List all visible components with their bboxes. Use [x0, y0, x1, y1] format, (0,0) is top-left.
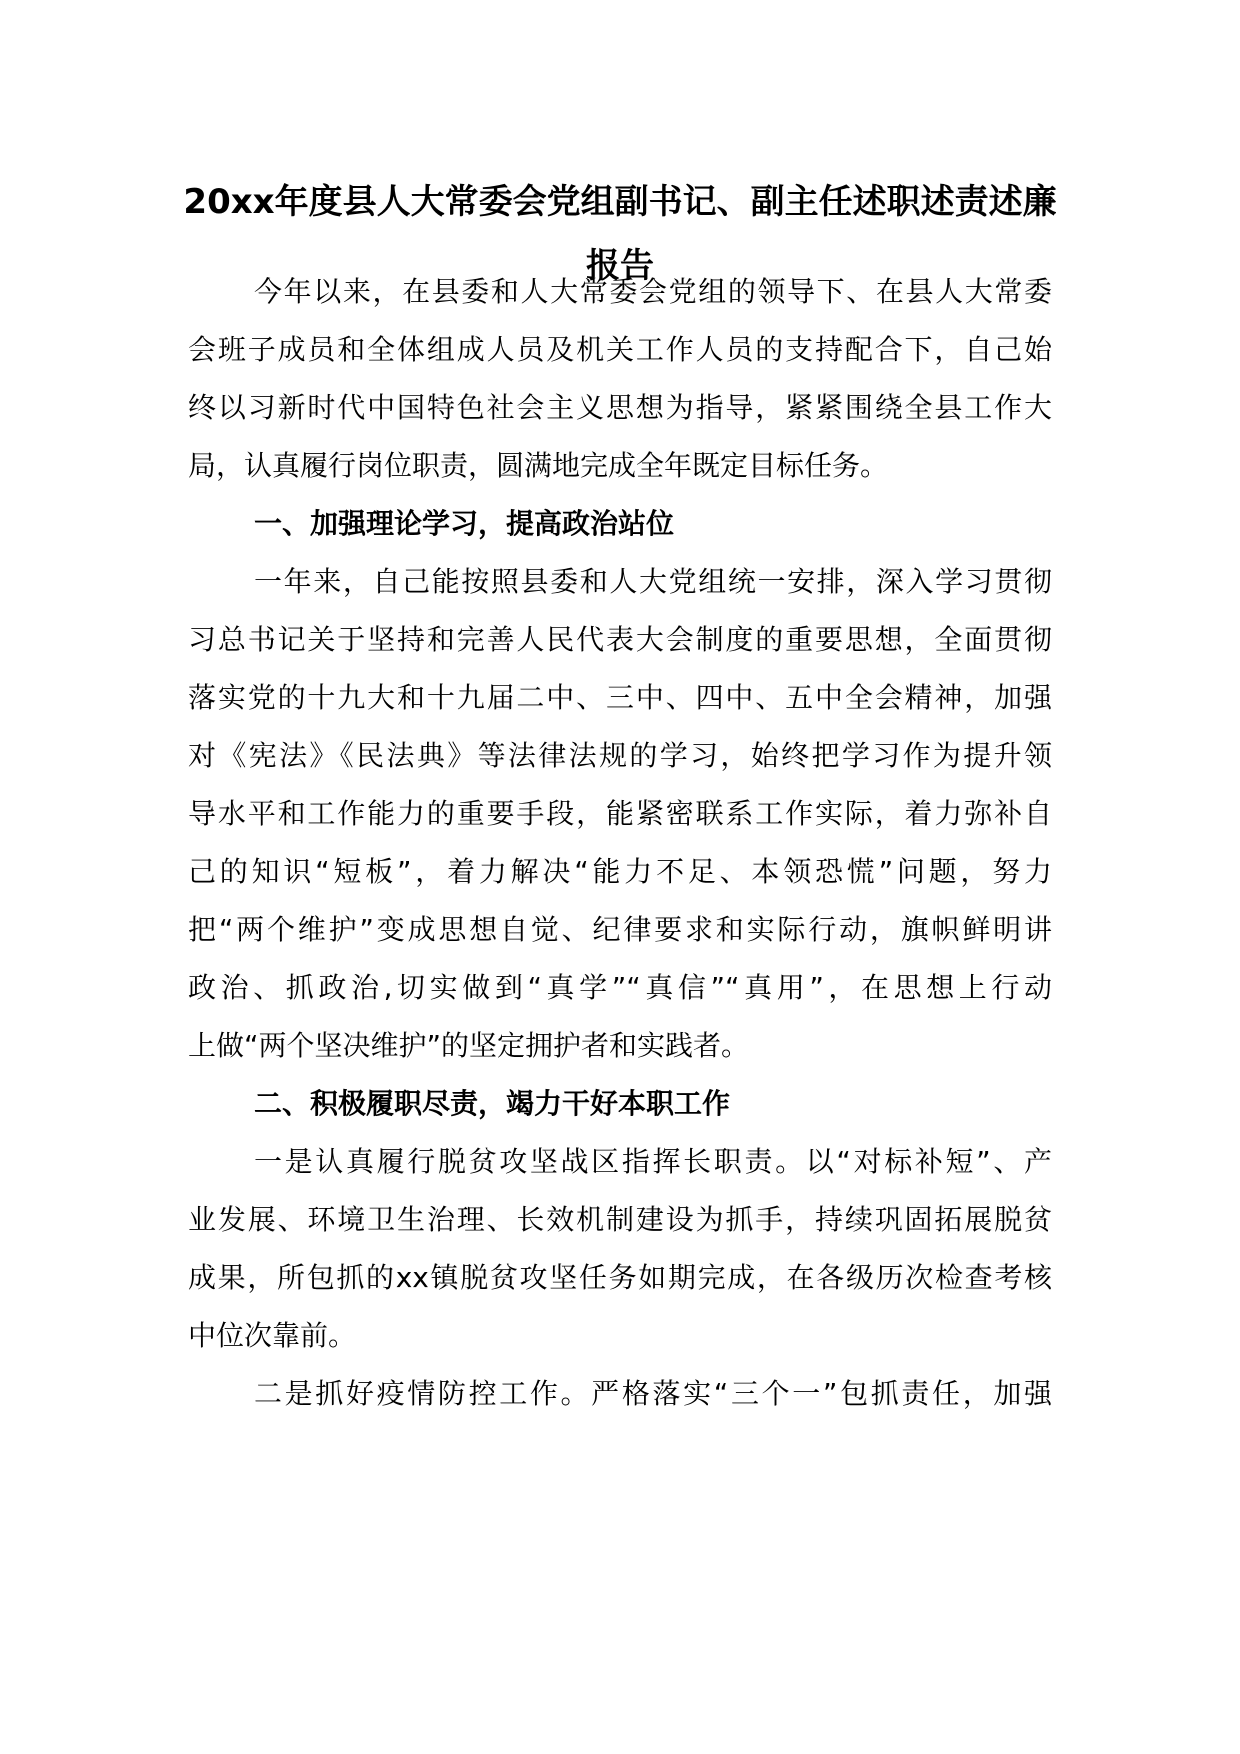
paragraph-line: 把“两个维护”变成思想自觉、纪律要求和实际行动，旗帜鲜明讲	[188, 913, 1052, 946]
document-title: 20xx年度县人大常委会党组副书记、副主任述职述责述廉报告	[183, 182, 1057, 286]
paragraph-line: 导水平和工作能力的重要手段，能紧密联系工作实际，着力弥补自	[188, 797, 1052, 830]
paragraph-line: 一年来，自己能按照县委和人大党组统一安排，深入学习贯彻	[254, 565, 1052, 598]
paragraph-line: 上做“两个坚决维护”的坚定拥护者和实践者。	[188, 1029, 750, 1062]
paragraph-line: 二是抓好疫情防控工作。严格落实“三个一”包抓责任，加强	[254, 1377, 1052, 1410]
section-heading-2: 二、积极履职尽责，竭力干好本职工作	[254, 1087, 731, 1120]
paragraph-line: 落实党的十九大和十九届二中、三中、四中、五中全会精神，加强	[188, 681, 1052, 714]
paragraph-line: 对《宪法》《民法典》等法律法规的学习，始终把学习作为提升领	[188, 739, 1052, 772]
paragraph-line: 业发展、环境卫生治理、长效机制建设为抓手，持续巩固拓展脱贫	[188, 1203, 1052, 1236]
section-heading-1: 一、加强理论学习，提高政治站位	[254, 507, 675, 540]
paragraph-line: 习总书记关于坚持和完善人民代表大会制度的重要思想，全面贯彻	[188, 623, 1052, 656]
paragraph-line: 中位次靠前。	[188, 1319, 357, 1352]
paragraph-line: 成果，所包抓的xx镇脱贫攻坚任务如期完成，在各级历次检查考核	[188, 1261, 1052, 1294]
paragraph-line: 己的知识“短板”，着力解决“能力不足、本领恐慌”问题，努力	[188, 855, 1052, 888]
paragraph-line: 会班子成员和全体组成人员及机关工作人员的支持配合下，自己始	[188, 333, 1052, 366]
paragraph-line: 今年以来，在县委和人大常委会党组的领导下、在县人大常委	[254, 275, 1052, 308]
paragraph-line: 政治、抓政治,切实做到“真学”“真信”“真用”，在思想上行动	[188, 971, 1052, 1004]
paragraph-line: 终以习新时代中国特色社会主义思想为指导，紧紧围绕全县工作大	[188, 391, 1052, 424]
paragraph-line: 局，认真履行岗位职责，圆满地完成全年既定目标任务。	[188, 449, 889, 482]
paragraph-line: 一是认真履行脱贫攻坚战区指挥长职责。以“对标补短”、产	[254, 1145, 1052, 1178]
